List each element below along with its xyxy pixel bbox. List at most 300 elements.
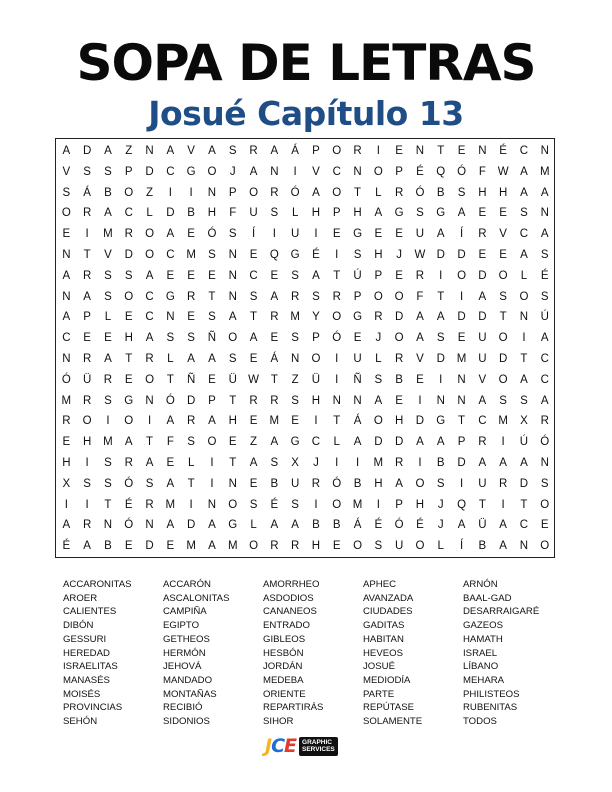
grid-letter: A [540,394,549,407]
word-list-item: ENTRADO [263,620,310,632]
grid-letter: I [314,228,318,241]
grid-letter: A [249,457,258,469]
grid-letter: N [332,394,342,407]
grid-letter: É [416,165,425,178]
grid-letter: A [270,145,279,157]
grid-letter: A [228,311,237,324]
grid-letter: A [166,415,175,428]
grid-letter: B [395,373,404,386]
word-list-item: ACCARONITAS [63,579,132,590]
grid-letter: O [207,165,217,178]
word-list-item: DIBÓN [63,620,94,632]
grid-letter: T [229,394,237,407]
logo-text-line1: GRAPHIC [302,738,332,746]
grid-letter: É [416,519,425,532]
grid-letter: O [394,332,404,345]
grid-letter: H [394,415,404,428]
grid-letter: Q [457,498,467,511]
grid-letter: E [395,269,404,282]
grid-letter: A [83,290,92,303]
grid-letter: U [394,540,404,553]
word-list-item: ORIENTE [263,688,306,700]
grid-letter: A [478,394,487,407]
word-list-item: GESSURI [63,633,107,645]
grid-letter: V [187,145,196,157]
grid-letter: G [186,165,196,178]
page-title: SOPA DE LETRAS [76,34,536,92]
grid-letter: Z [250,436,258,449]
grid-letter: P [228,186,237,199]
grid-letter: I [439,269,443,282]
grid-letter: A [145,269,154,282]
grid-letter: É [374,519,383,532]
letter-grid [55,138,555,558]
grid-letter: M [61,394,72,407]
word-list-item: APHEC [363,579,397,590]
grid-letter: G [436,415,446,428]
grid-letter: I [335,457,339,469]
grid-letter: O [373,290,384,303]
grid-letter: A [499,519,508,532]
grid-letter: W [497,165,509,178]
grid-letter: S [353,249,362,261]
grid-letter: I [147,415,152,428]
grid-letter: R [394,353,404,365]
grid-letter: E [208,269,217,282]
grid-letter: H [124,332,134,345]
grid-letter: Ó [332,477,342,490]
grid-letter: A [145,457,154,469]
word-list-item: CANANEOS [263,606,317,618]
grid-letter: I [439,373,443,386]
grid-letter: A [208,540,217,553]
grid-letter: I [418,394,422,407]
grid-letter: I [376,498,381,511]
grid-letter: S [228,145,237,157]
grid-letter: O [311,353,321,365]
grid-letter: S [291,394,300,407]
grid-letter: E [124,311,133,324]
grid-letter: E [124,540,133,553]
grid-letter: N [62,249,71,261]
grid-letter: R [270,540,279,553]
grid-letter: É [540,269,549,282]
grid-letter: É [124,498,133,511]
grid-letter: E [499,249,508,261]
grid-letter: B [187,207,196,220]
grid-letter: Ñ [353,373,362,386]
grid-letter: R [249,145,258,157]
grid-letter: R [394,186,404,199]
grid-letter: S [540,249,549,261]
grid-letter: R [62,415,71,428]
grid-letter: Y [312,311,321,324]
grid-letter: A [540,228,549,241]
grid-letter: A [436,228,445,241]
grid-letter: J [375,332,382,345]
word-list-item: JOSUÉ [363,661,395,673]
grid-letter: T [250,311,258,324]
grid-letter: A [499,457,508,469]
grid-letter: H [82,436,92,449]
grid-letter: H [311,540,321,553]
grid-letter: L [250,519,258,532]
grid-letter: O [228,332,238,345]
grid-letter: Ó [457,165,467,178]
grid-letter: S [270,207,279,220]
grid-letter: N [145,145,154,157]
grid-letter: P [312,145,321,157]
grid-letter: R [82,394,92,407]
grid-letter: G [353,228,363,241]
grid-letter: S [208,249,217,261]
grid-letter: É [270,498,279,511]
grid-letter: C [478,415,487,428]
grid-letter: C [62,332,71,345]
grid-letter: Ó [124,519,134,532]
grid-letter: S [104,290,113,303]
grid-letter: R [498,477,508,490]
grid-letter: I [85,228,90,241]
grid-letter: Ó [61,373,72,386]
grid-letter: D [145,540,154,553]
grid-letter: L [375,186,382,199]
grid-letter: S [540,290,549,303]
grid-letter: S [249,498,258,511]
grid-letter: P [395,165,404,178]
grid-letter: T [520,353,528,365]
grid-letter: R [124,457,134,469]
word-list-item: SEHÓN [63,716,98,728]
grid-letter: B [436,457,445,469]
grid-letter: P [353,290,362,303]
grid-letter: A [83,540,92,553]
grid-letter: R [270,311,279,324]
grid-letter: O [498,269,508,282]
grid-letter: S [62,186,71,199]
grid-letter: A [62,269,71,282]
grid-letter: O [373,165,384,178]
grid-letter: E [416,373,425,386]
grid-letter: D [186,519,196,532]
grid-letter: N [145,394,154,407]
grid-letter: D [436,249,446,261]
grid-letter: Á [83,186,92,199]
grid-letter: A [353,436,362,449]
grid-letter: D [124,249,134,261]
word-list-item: SIDONIOS [163,716,210,728]
word-list-item: SOLAMENTE [363,716,423,728]
grid-letter: I [501,436,506,449]
logo-wordmark [299,737,338,756]
grid-letter: A [374,394,383,407]
grid-letter: Ó [394,519,404,532]
grid-letter: O [415,540,425,553]
grid-letter: W [414,249,426,261]
grid-letter: O [332,311,342,324]
grid-letter: A [291,519,300,532]
grid-letter: I [501,498,506,511]
grid-letter: M [186,540,197,553]
grid-letter: H [374,477,383,490]
grid-letter: I [293,165,298,178]
word-list-item: RECIBIÓ [163,702,203,714]
grid-letter: E [374,228,383,241]
word-list-item: AMORRHEO [263,579,320,590]
grid-letter: I [189,186,194,199]
grid-letter: J [437,519,444,532]
grid-letter: I [418,457,422,469]
grid-letter: A [436,436,445,449]
word-list-item: RUBENITAS [463,702,518,714]
grid-letter: N [207,186,217,199]
grid-letter: E [208,373,217,386]
word-list-item: PROVINCIAS [63,702,123,714]
grid-letter: E [83,332,92,345]
grid-letter: Q [269,249,280,261]
grid-letter: U [478,353,487,365]
grid-letter: S [291,332,300,345]
grid-letter: S [374,540,383,553]
grid-letter: B [332,519,341,532]
grid-letter: É [499,145,508,157]
grid-letter: A [249,165,258,178]
grid-letter: I [272,228,277,241]
grid-letter: H [228,415,238,428]
word-list-item: EGIPTO [163,620,200,632]
grid-letter: A [416,332,425,345]
grid-letter: R [145,353,154,365]
grid-letter: T [208,290,216,303]
grid-letter: M [227,540,238,553]
grid-letter: A [145,332,154,345]
grid-letter: N [103,519,113,532]
grid-letter: T [333,415,341,428]
grid-letter: A [520,457,529,469]
word-list-item: GAZEOS [463,620,503,632]
grid-letter: Ú [519,436,529,449]
word-list-item: REPARTIRÁS [263,702,324,714]
grid-letter: F [478,165,487,178]
word-list-item: ISRAELITAS [63,661,118,673]
grid-letter: M [103,228,114,241]
grid-letter: N [62,353,71,365]
grid-letter: B [478,540,487,553]
grid-letter: X [62,477,71,490]
grid-letter: R [415,269,425,282]
grid-letter: I [459,290,464,303]
grid-letter: H [353,207,362,220]
grid-letter: G [124,394,134,407]
grid-letter: A [208,353,217,365]
grid-letter: H [478,186,487,199]
grid-letter: T [146,436,154,449]
grid-letter: É [62,540,71,553]
grid-letter: A [62,145,71,157]
grid-letter: O [124,415,134,428]
grid-letter: S [457,186,466,199]
grid-letter: P [457,436,466,449]
grid-letter: V [499,228,508,241]
word-list-item: ACCARÓN [163,579,211,590]
grid-letter: M [456,353,467,365]
grid-letter: H [311,207,321,220]
grid-letter: T [270,373,279,386]
grid-letter: O [332,498,342,511]
grid-letter: S [499,394,508,407]
logo-letter-j: J [265,735,272,757]
grid-letter: S [499,290,508,303]
word-list-item: ASDODIOS [263,592,314,604]
grid-letter: S [374,373,383,386]
grid-letter: B [436,186,445,199]
grid-letter: S [540,477,549,490]
grid-letter: O [332,145,342,157]
grid-letter: Ü [311,373,321,386]
grid-letter: L [291,207,299,220]
grid-letter: D [166,207,175,220]
grid-letter: S [83,165,92,178]
grid-letter: Ñ [207,332,217,345]
grid-letter: B [104,540,113,553]
grid-letter: F [166,436,175,449]
grid-letter: D [374,436,383,449]
grid-letter: O [249,186,259,199]
grid-letter: D [498,353,508,365]
word-list-item: MONTAÑAS [163,688,217,700]
grid-letter: T [437,290,445,303]
word-list-item: MEDEBA [263,674,304,686]
grid-letter: E [291,415,300,428]
grid-letter: H [498,186,508,199]
grid-letter: L [187,457,195,469]
grid-letter: S [104,394,113,407]
grid-letter: D [186,394,196,407]
grid-letter: Ü [478,519,487,532]
grid-letter: O [498,332,508,345]
word-list-item: JORDÁN [263,661,303,673]
grid-letter: X [291,457,300,469]
grid-letter: Á [291,145,300,157]
grid-letter: A [166,477,175,490]
grid-letter: N [415,145,425,157]
grid-letter: O [540,498,550,511]
grid-letter: Ú [353,269,362,282]
word-list-item: HABITAN [363,633,404,645]
grid-letter: D [478,311,487,324]
grid-letter: I [522,332,526,345]
grid-letter: I [85,498,90,511]
word-list-item: MEHARA [463,674,505,686]
grid-letter: C [166,165,175,178]
grid-letter: U [478,332,487,345]
grid-letter: R [290,540,300,553]
grid-letter: E [478,249,487,261]
word-list-item: HESBÓN [263,647,304,659]
grid-letter: R [332,290,342,303]
grid-letter: I [168,186,173,199]
word-list [63,578,583,729]
grid-letter: S [416,207,425,220]
grid-letter: A [478,290,487,303]
grid-letter: R [186,290,196,303]
grid-letter: S [208,311,217,324]
grid-letter: A [270,519,279,532]
grid-letter: M [539,165,550,178]
grid-letter: A [187,353,196,365]
grid-letter: U [415,228,425,241]
grid-letter: C [519,519,529,532]
grid-letter: T [333,269,341,282]
grid-letter: L [375,353,382,365]
grid-letter: E [249,353,258,365]
grid-letter: A [436,311,445,324]
grid-letter: H [374,249,383,261]
grid-letter: V [478,373,487,386]
word-list-item: DESARRAIGARÉ [463,606,540,618]
grid-letter: R [311,477,321,490]
grid-letter: U [478,477,487,490]
grid-letter: R [186,415,196,428]
grid-letter: A [540,332,549,345]
word-list-item: BAAL-GAD [463,592,512,604]
grid-letter: R [374,311,383,324]
grid-letter: A [208,519,217,532]
word-list-item: HERMÓN [163,647,206,659]
grid-letter: A [166,519,175,532]
grid-letter: I [64,498,69,511]
grid-letter: D [478,269,487,282]
grid-letter: R [353,145,362,157]
grid-letter: S [83,477,92,490]
grid-letter: E [270,269,279,282]
word-list-item: CAMPIÑA [163,606,207,618]
grid-letter: Z [291,373,299,386]
grid-letter: A [457,519,466,532]
grid-letter: X [520,415,529,428]
grid-letter: I [314,415,318,428]
grid-letter: M [103,436,114,449]
grid-letter: O [249,540,259,553]
grid-letter: E [166,540,175,553]
word-list-item: TODOS [463,716,497,728]
page-subtitle: Josué Capítulo 13 [148,94,464,133]
grid-letter: S [436,477,445,490]
grid-letter: L [167,353,174,365]
grid-letter: T [125,353,133,365]
grid-letter: Á [353,415,362,428]
grid-letter: A [499,540,508,553]
grid-letter: A [312,186,321,199]
grid-letter: Q [436,165,446,178]
grid-letter: O [353,540,363,553]
grid-letter: B [353,477,362,490]
grid-letter: D [82,145,92,157]
logo-letter-e: E [284,735,297,757]
grid-letter: R [145,498,154,511]
word-list-item: GADITAS [363,620,405,632]
grid-letter: E [187,269,196,282]
grid-letter: M [352,498,363,511]
grid-letter: N [478,145,487,157]
grid-letter: I [459,477,464,490]
grid-letter: B [270,477,279,490]
grid-letter: E [395,228,404,241]
grid-letter: I [376,145,381,157]
word-list-item: AVANZADA [363,592,414,604]
grid-letter: I [335,249,339,261]
grid-letter: U [353,353,362,365]
